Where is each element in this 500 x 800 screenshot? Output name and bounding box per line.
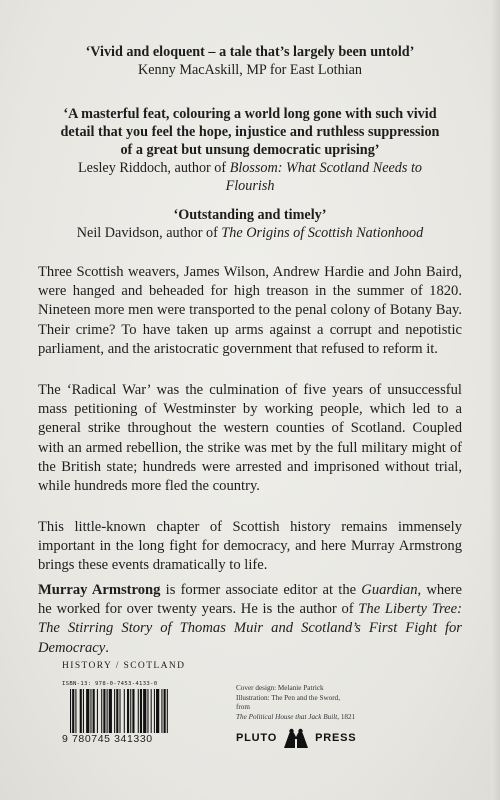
barcode-bar bbox=[103, 689, 105, 733]
barcode-bar bbox=[93, 689, 95, 733]
quote-2-book-title-1: Blossom: What Scotland Needs to bbox=[229, 160, 422, 176]
cover-credits bbox=[236, 684, 436, 722]
barcode bbox=[62, 681, 174, 747]
credit-from: from bbox=[236, 703, 250, 712]
barcode-bar bbox=[147, 689, 148, 733]
pluto-figure-icon bbox=[281, 727, 311, 749]
barcode-bar bbox=[140, 689, 142, 733]
blurb-paragraph-2: The ‘Radical War’ was the culmination of five years of unsuccessful mass petitioning of Westminster by working people, which led to a general strike throughout the western counties of Scotland. Coupled with an armed rebellion, the strike was met by the full military might of the British state; hundreds were arrested and imprisoned without trial, while hundreds more fled the country. bbox=[38, 382, 462, 495]
barcode-bar bbox=[107, 689, 108, 733]
quote-2-line-2: detail that you feel the hope, injustice and ruthless suppression bbox=[60, 124, 440, 140]
previous-book-title: The Liberty Tree: The Stirring Story of Thomas Muir and Scotland’s First Fight for Democracy bbox=[38, 601, 462, 656]
barcode-bar bbox=[72, 689, 74, 733]
publisher-name-left: PLUTO bbox=[236, 732, 278, 744]
barcode-bar bbox=[138, 689, 139, 733]
barcode-bar bbox=[70, 689, 71, 733]
credit-illustration: Illustration: The Pen and the Sword, bbox=[236, 693, 341, 702]
quote-1 bbox=[40, 43, 460, 79]
author-name: Murray Armstrong bbox=[38, 582, 161, 598]
barcode-bar bbox=[80, 689, 82, 733]
publisher-logo bbox=[236, 727, 356, 749]
quote-3-book-title: The Origins of Scottish Nationhood bbox=[221, 225, 424, 241]
credit-source-title: The Political House that Jack Built bbox=[236, 712, 338, 721]
barcode-bar bbox=[75, 689, 76, 733]
quote-2-line-1: ‘A masterful feat, colouring a world long gone with such vivid bbox=[63, 106, 437, 122]
barcode-bar bbox=[83, 689, 84, 733]
quote-2 bbox=[40, 105, 460, 195]
barcode-bar bbox=[90, 689, 91, 733]
barcode-bar bbox=[97, 689, 98, 733]
barcode-bar bbox=[130, 689, 131, 733]
category-label: HISTORY / SCOTLAND bbox=[62, 661, 186, 671]
barcode-bar bbox=[161, 689, 162, 733]
barcode-bar bbox=[116, 689, 118, 733]
barcode-bar bbox=[127, 689, 129, 733]
barcode-bar bbox=[167, 689, 168, 733]
barcode-bar bbox=[156, 689, 159, 733]
barcode-bar bbox=[101, 689, 102, 733]
barcode-bar bbox=[132, 689, 134, 733]
newspaper-name: Guardian bbox=[361, 582, 418, 598]
barcode-bar bbox=[124, 689, 125, 733]
quote-2-line-3: of a great but unsung democratic uprising’ bbox=[120, 142, 380, 158]
barcode-bar bbox=[151, 689, 152, 733]
publisher-name-right: PRESS bbox=[315, 732, 357, 744]
barcode-bar bbox=[164, 689, 166, 733]
credit-source: The Political House that Jack Built, 1821 bbox=[236, 712, 356, 721]
quote-1-text: ‘Vivid and eloquent – a tale that’s largely been untold’ bbox=[85, 44, 415, 60]
quote-3-attribution-prefix: Neil Davidson, author of bbox=[76, 225, 218, 241]
barcode-bar bbox=[114, 689, 115, 733]
barcode-bar bbox=[109, 689, 112, 733]
isbn-digits: 9 780745 341330 bbox=[62, 733, 153, 745]
quote-2-attribution-prefix: Lesley Riddoch, author of bbox=[77, 160, 227, 176]
credit-design: Cover design: Melanie Patrick bbox=[236, 684, 324, 692]
barcode-bar bbox=[119, 689, 120, 733]
quote-3-text: ‘Outstanding and timely’ bbox=[173, 207, 327, 223]
blurb-paragraph-1: Three Scottish weavers, James Wilson, Andrew Hardie and John Baird, were hanged and beheaded for high treason in the summer of 1820. Nineteen more men were transported to the penal colony of Botany Bay. Their crime? To have taken up arms against a corrupt and nepotistic parliament, and the aristocratic government that refused to reform it. bbox=[38, 264, 462, 357]
isbn-label: ISBN-13: 978-0-7453-4133-0 bbox=[62, 681, 158, 687]
quote-2-book-title-2: Flourish bbox=[225, 178, 275, 194]
barcode-bar bbox=[154, 689, 155, 733]
barcode-bar bbox=[86, 689, 89, 733]
quote-3 bbox=[40, 206, 460, 242]
author-bio: Murray Armstrong is former associate editor at the Guardian, where he worked for over twenty years. He is the author of The Liberty Tree: The Stirring Story of Thomas Muir and Scotland’s First Fight for Democracy. bbox=[38, 582, 463, 656]
spine-edge bbox=[491, 0, 500, 800]
quote-1-attribution: Kenny MacAskill, MP for East Lothian bbox=[137, 62, 363, 78]
quote-3-attribution bbox=[40, 224, 460, 242]
barcode-bars bbox=[70, 689, 170, 733]
barcode-bar bbox=[143, 689, 146, 733]
quote-2-attribution bbox=[40, 159, 460, 177]
blurb-paragraph-3: This little-known chapter of Scottish history remains immensely important in the long fight for democracy, and here Murray Armstrong brings these events dramatically to life. bbox=[38, 519, 462, 574]
